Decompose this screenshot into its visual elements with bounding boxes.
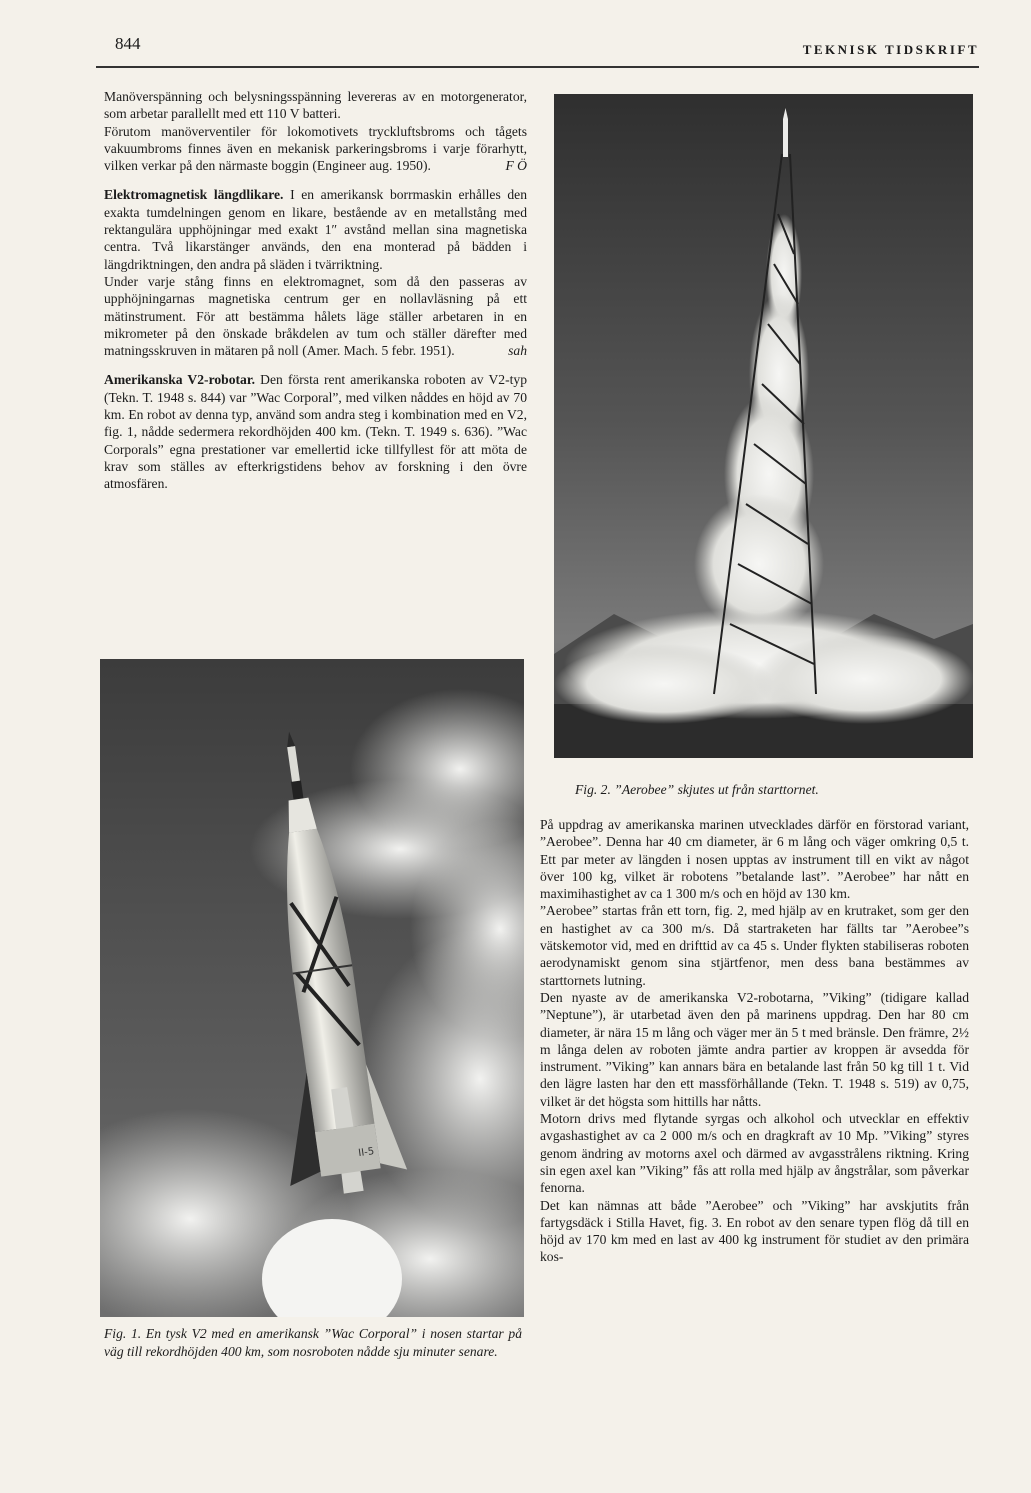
paragraph: På uppdrag av amerikanska marinen utvecklades därför en förstorad variant, ”Aerobee”. Denna har 40 cm diameter, är 6 m lång och väger omkring 0,5 t. Ett par meter av längden i nosen upptas av instrument till en vikt av något över 100 kg, vilket är robotens ”betalande last”. ”Aerobee” har nått en maximihastighet av ca 1 300 m/s och en höjd av 130 km.: [540, 817, 969, 902]
paragraph: [104, 273, 527, 359]
paragraph: ”Aerobee” startas från ett torn, fig. 2, med hjälp av en krutraket, som ger den en hastighet av ca 300 m/s. Då startraketen har fällts tar ”Aerobee”s vätskemotor vid, med en drifttid av ca 45 s. Under flykten stabiliseras roboten aerodynamiskt genom sina stjärtfenor, men dess bana bestämmes av starttornets lutning.: [540, 903, 969, 988]
right-text-column: [540, 816, 969, 1266]
header-rule: [96, 66, 979, 68]
section-heading: Elektromagnetisk längdlikare.: [104, 187, 284, 203]
paragraph-text: Den första rent amerikanska roboten av V2-typ (Tekn. T. 1948 s. 844) var ”Wac Corporal”, med vilken nåddes en höjd av 70 km. En robot av denna typ, använd som andra steg i kombination med en V2, fig. 1, nådde sedermera rekordhöjden 400 km. (Tekn. T. 1949 s. 636). ”Wac Corporals” egna prestationer var emellertid icke tillfyllest för att möta de krav som ställes av efterkrigstidens behov av forskning i den övre atmosfären.: [104, 372, 528, 492]
section-elektromagnetisk: [104, 186, 527, 272]
author-signature: sah: [508, 343, 527, 359]
paragraph: Motorn drivs med flytande syrgas och alkohol och utvecklar en effektiv avgashastighet av ca 2 000 m/s och en dragkraft av 10 Mp. ”Viking” styres genom ändring av motorns axel och därmed av avgasstrålens riktning. Kring sin egen axel kan ”Viking” fås att rolla med hjälp av ångstrålar, som påverkar fenorna.: [540, 1111, 969, 1196]
page-number: 844: [115, 34, 141, 53]
fig1-caption: Fig. 1. En tysk V2 med en amerikansk ”Wac Corporal” i nosen startar på väg till rekordhöjden 400 km, som nosroboten nådde sju minuter senare.: [104, 1326, 522, 1359]
author-signature: F Ö: [505, 158, 527, 174]
fig2-photo-aerobee-tower: [554, 94, 973, 758]
rocket-marking: II-5: [357, 1146, 375, 1160]
fig2-caption: Fig. 2. ”Aerobee” skjutes ut från starttornet.: [575, 782, 819, 797]
left-text-column: [104, 88, 527, 493]
paragraph-text: Förutom manöverventiler för lokomotivets tryckluftsbroms och tågets vakuumbroms finnes även en mekanisk parkeringsbroms i varje förarhytt, vilken verkar på den närmaste boggin (Engineer aug. 1950).: [104, 123, 527, 174]
paragraph: [104, 123, 527, 175]
paragraph-text: I en amerikansk borrmaskin erhålles den exakta tumdelningen genom en likare, bestående av en metallstång med rektangulära upphöjningar med exakt 1″ avstånd mellan sina magnetiska centra. Två likarstänger används, den ena monterad på bädden i längdriktningen, den andra på släden i tvärriktning.: [104, 187, 527, 272]
journal-title: TEKNISK TIDSKRIFT: [802, 42, 979, 57]
fig1-photo-v2-rocket: [100, 659, 524, 1317]
section-v2-robotar: [104, 371, 527, 492]
paragraph: Det kan nämnas att både ”Aerobee” och ”Viking” har avskjutits från fartygsdäck i Stilla Havet, fig. 3. En robot av den senare typen flög då till en höjd av 170 km med en last av 400 kg instrument för studiet av den primära kos-: [540, 1197, 969, 1265]
paragraph: Manöverspänning och belysningsspänning levereras av en motorgenerator, som arbetar parallellt med ett 110 V batteri.: [104, 89, 527, 122]
paragraph: Den nyaste av de amerikanska V2-robotarna, ”Viking” (tidigare kallad ”Neptune”), är utarbetad även den på marinens uppdrag. Den har 80 cm diameter, är nära 15 m lång och väger mer än 5 t med bränsle. Den främre, 2½ m långa delen av roboten jämte andra partier av kroppen är avsedda för instrument. ”Viking” kan annars bära en betalande last från 50 kg till 1 t. Vid den lägre lasten har den ett massförhållande (Tekn. T. 1948 s. 519) av 0,75, vilket är det högsta som hittills har nåtts.: [540, 989, 969, 1109]
section-heading: Amerikanska V2-robotar.: [104, 372, 256, 388]
paragraph-text: Under varje stång finns en elektromagnet, som då den passeras av upphöjningarnas magnetiska centrum ger en nollavläsning på ett mätinstrument. För att bestämma hålets läge ställer arbetaren in en mikrometer på den önskade bråkdelen av tum och ställer därefter med matningsskruven in mätaren på noll (Amer. Mach. 5 febr. 1951).: [104, 273, 527, 359]
page-header: [0, 0, 1031, 70]
